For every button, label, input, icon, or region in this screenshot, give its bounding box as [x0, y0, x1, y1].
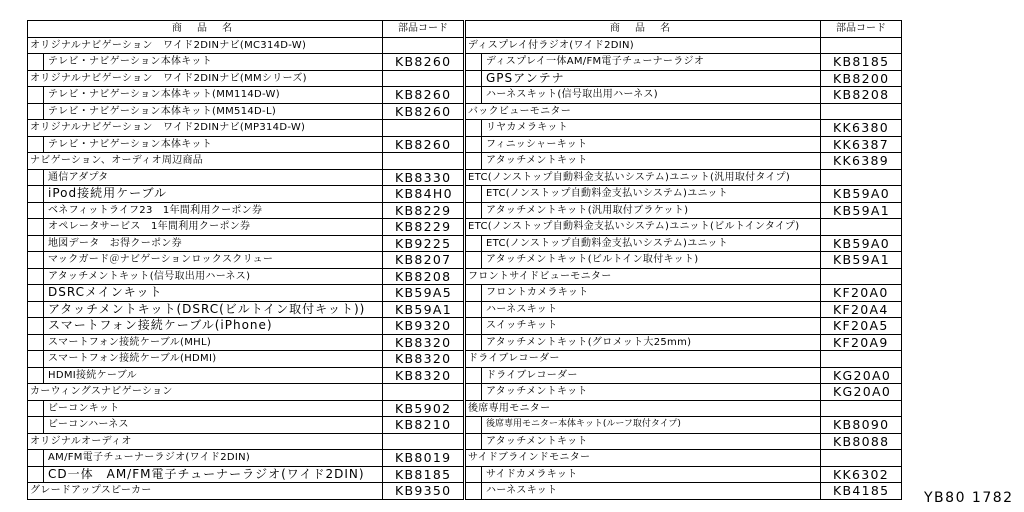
category-row: [466, 219, 901, 236]
product-name-cell: アタッチメントキット: [466, 153, 821, 169]
table-row: [28, 137, 463, 154]
document-code: YB80 1782: [924, 490, 1014, 506]
part-code-cell: KB9225: [395, 235, 452, 251]
product-name-cell: AM/FM電子チューナーラジオ(ワイド2DIN): [28, 450, 383, 466]
table-row: [28, 87, 463, 104]
part-code-cell: KK6387: [833, 136, 890, 152]
table-row: [28, 203, 463, 220]
part-code-cell: [383, 434, 463, 450]
part-code-cell: KB8207: [395, 252, 452, 267]
product-name-cell: オリジナルオーディオ: [28, 434, 383, 450]
table-row: [466, 236, 901, 253]
product-name-cell: スマートフォン接続ケーブル(MHL): [28, 335, 383, 351]
product-name-cell: ディスプレイ一体AM/FM電子チューナーラジオ: [466, 54, 821, 70]
part-code-cell: [821, 401, 901, 417]
part-code-cell: [821, 104, 901, 120]
product-name-cell: サイドカメラキット: [466, 467, 821, 483]
product-name-cell: HDMI接続ケーブル: [28, 368, 383, 384]
part-code-cell: [821, 38, 901, 54]
product-name-cell: ディスプレイ付ラジオ(ワイド2DIN): [466, 38, 821, 54]
part-code-cell: KB59A1: [833, 252, 890, 267]
part-code-cell: [383, 153, 463, 169]
product-name-cell: ドライブレコーダー: [466, 351, 821, 367]
part-code-cell: KB8090: [833, 417, 890, 432]
part-code-cell: KB8260: [395, 54, 452, 69]
part-code-cell: KB8210: [395, 417, 452, 432]
table-row: [28, 186, 463, 203]
part-code-cell: KB8320: [395, 351, 452, 366]
product-name-cell: テレビ・ナビゲーション本体キット(MM114D-W): [28, 87, 383, 103]
left-parts-table: [27, 20, 464, 500]
part-code-cell: [383, 120, 463, 136]
product-name-cell: ナビゲーション、オーディオ周辺商品: [28, 153, 383, 169]
part-code-cell: KB8229: [395, 202, 452, 218]
product-name-cell: サイドブラインドモニター: [466, 450, 821, 466]
product-name-cell: アタッチメントキット(汎用取付ブラケット): [466, 203, 821, 219]
part-code-cell: KB4185: [833, 483, 890, 498]
table-row: [28, 252, 463, 269]
product-name-cell: アタッチメントキット(グロメット大25mm): [466, 335, 821, 351]
table-row: [28, 54, 463, 71]
product-name-cell: スマートフォン接続ケーブル(iPhone): [28, 318, 383, 334]
table-row: [28, 236, 463, 253]
part-code-cell: KK6389: [833, 153, 890, 168]
table-row: [466, 186, 901, 203]
table-row: [466, 318, 901, 335]
part-code-cell: [821, 269, 901, 285]
product-name-cell: iPod接続用ケーブル: [28, 186, 383, 202]
table-row: [28, 351, 463, 368]
table-row: [466, 87, 901, 104]
part-code-cell: [821, 351, 901, 367]
product-name-cell: フロントサイドビューモニター: [466, 269, 821, 285]
product-name-cell: ベネフィットライフ23 1年間利用クーポン券: [28, 203, 383, 219]
part-code-cell: [821, 219, 901, 235]
product-name-cell: CD一体 AM/FM電子チューナーラジオ(ワイド2DIN): [28, 467, 383, 483]
table-row: [466, 434, 901, 451]
table-row: [466, 54, 901, 71]
product-name-cell: ビーコンハーネス: [28, 417, 383, 433]
product-name-cell: ハーネスキット: [466, 483, 821, 499]
part-code-cell: KB84H0: [395, 186, 453, 201]
category-row: [28, 120, 463, 137]
product-name-cell: 後席専用モニター: [466, 401, 821, 417]
product-name-cell: ETC(ノンストップ自動料金支払いシステム)ユニット: [466, 236, 821, 252]
product-name-cell: オペレータサービス 1年間利用クーポン券: [28, 219, 383, 235]
part-code-cell: [383, 38, 463, 54]
product-name-cell: テレビ・ナビゲーション本体キット: [28, 137, 383, 153]
category-row: [28, 153, 463, 170]
table-row: [28, 318, 463, 335]
product-name-cell: ビーコンキット: [28, 401, 383, 417]
part-code-cell: KB8330: [395, 169, 452, 185]
table-row: [28, 219, 463, 236]
part-code-cell: [383, 384, 463, 400]
part-code-cell: KF20A0: [833, 285, 889, 300]
part-code-cell: KF20A9: [833, 334, 889, 350]
product-name-cell: スマートフォン接続ケーブル(HDMI): [28, 351, 383, 367]
product-name-cell: リヤカメラキット: [466, 120, 821, 136]
table-rows: [466, 38, 901, 500]
product-name-cell: フィニッシャーキット: [466, 137, 821, 153]
part-code-cell: KB8019: [395, 450, 452, 465]
product-name-cell: GPSアンテナ: [466, 71, 821, 87]
part-code-cell: KB59A0: [833, 235, 890, 251]
product-name-cell: フロントカメラキット: [466, 285, 821, 301]
part-code-cell: KB8320: [395, 367, 452, 383]
part-code-cell: [383, 71, 463, 87]
table-row: [466, 335, 901, 352]
part-code-cell: KB59A1: [833, 202, 890, 218]
table-row: [28, 467, 463, 484]
table-row: [28, 170, 463, 187]
category-row: [466, 269, 901, 286]
part-code-cell: KB5902: [395, 400, 452, 416]
product-name-cell: アタッチメントキット: [466, 434, 821, 450]
part-code-cell: KB8208: [833, 87, 890, 102]
category-row: [28, 483, 463, 500]
product-name-cell: ETC(ノンストップ自動料金支払いシステム)ユニット(汎用取付タイプ): [466, 170, 821, 186]
table-header: [466, 21, 901, 38]
table-row: [28, 450, 463, 467]
table-row: [28, 285, 463, 302]
product-name-cell: マックガード＠ナビゲーションロックスクリュー: [28, 252, 383, 268]
part-code-header: 部品コード: [836, 23, 886, 34]
category-row: [28, 434, 463, 451]
product-name-cell: ドライブレコーダー: [466, 368, 821, 384]
category-row: [466, 104, 901, 121]
part-code-cell: KB59A5: [395, 285, 452, 300]
table-row: [28, 269, 463, 286]
table-row: [28, 104, 463, 121]
part-code-header: 部品コード: [398, 23, 448, 34]
category-row: [28, 384, 463, 401]
part-code-cell: KG20A0: [833, 367, 892, 383]
part-code-cell: KB59A1: [395, 301, 452, 317]
product-name-cell: オリジナルナビゲーション ワイド2DINナビ(MP314D-W): [28, 120, 383, 136]
product-name-cell: ETC(ノンストップ自動料金支払いシステム)ユニット(ビルトインタイプ): [466, 219, 821, 235]
part-code-cell: KB8088: [833, 433, 890, 449]
category-row: [466, 38, 901, 55]
product-name-cell: バックビューモニター: [466, 104, 821, 120]
part-code-cell: KB8260: [395, 87, 452, 102]
category-row: [28, 38, 463, 55]
table-row: [466, 417, 901, 434]
part-code-cell: KB8260: [395, 103, 452, 119]
part-code-cell: KB8260: [395, 136, 452, 152]
part-code-cell: KK6302: [833, 466, 890, 482]
table-row: [466, 137, 901, 154]
product-name-cell: カーウィングスナビゲーション: [28, 384, 383, 400]
part-code-cell: KB8229: [395, 219, 452, 234]
table-row: [466, 368, 901, 385]
product-name-cell: アタッチメントキット(ビルトイン取付キット): [466, 252, 821, 268]
product-name-cell: 後席専用モニター本体キット(ルーフ取付タイプ): [466, 417, 821, 433]
table-row: [466, 302, 901, 319]
table-row: [466, 285, 901, 302]
product-name-cell: DSRCメインキット: [28, 285, 383, 301]
product-name-cell: グレードアップスピーカー: [28, 483, 383, 499]
category-row: [466, 170, 901, 187]
category-row: [28, 71, 463, 88]
part-code-cell: KB8320: [395, 334, 452, 350]
part-code-cell: KF20A4: [833, 301, 889, 317]
table-row: [466, 483, 901, 500]
table-row: [466, 384, 901, 401]
product-name-cell: ハーネスキット: [466, 302, 821, 318]
table-rows: [28, 38, 463, 500]
part-code-cell: KB8185: [395, 466, 452, 482]
part-code-cell: KB59A0: [833, 186, 890, 201]
product-name-cell: 通信アダプタ: [28, 170, 383, 186]
table-row: [466, 203, 901, 220]
table-row: [28, 368, 463, 385]
product-name-cell: ETC(ノンストップ自動料金支払いシステム)ユニット: [466, 186, 821, 202]
table-row: [466, 120, 901, 137]
category-row: [466, 401, 901, 418]
table-row: [466, 71, 901, 88]
table-row: [28, 401, 463, 418]
table-header: [28, 21, 463, 38]
product-name-header: 商 品 名: [466, 21, 821, 37]
table-row: [28, 302, 463, 319]
table-row: [466, 153, 901, 170]
part-code-cell: KB9350: [395, 483, 452, 498]
table-row: [28, 335, 463, 352]
table-row: [466, 252, 901, 269]
product-name-cell: テレビ・ナビゲーション本体キット(MM514D-L): [28, 104, 383, 120]
product-name-cell: ハーネスキット(信号取出用ハーネス): [466, 87, 821, 103]
table-row: [466, 467, 901, 484]
part-code-cell: KK6380: [833, 120, 890, 135]
product-name-header: 商 品 名: [28, 21, 383, 37]
product-name-cell: オリジナルナビゲーション ワイド2DINナビ(MC314D-W): [28, 38, 383, 54]
table-row: [28, 417, 463, 434]
product-name-cell: アタッチメントキット(DSRC(ビルトイン取付キット)): [28, 302, 383, 318]
product-name-cell: アタッチメントキット: [466, 384, 821, 400]
part-code-cell: KB9320: [395, 318, 452, 333]
part-code-cell: [821, 170, 901, 186]
part-code-cell: KG20A0: [833, 384, 892, 399]
product-name-cell: 地図データ お得クーポン券: [28, 236, 383, 252]
category-row: [466, 450, 901, 467]
product-name-cell: アタッチメントキット(信号取出用ハーネス): [28, 269, 383, 285]
part-code-cell: [821, 450, 901, 466]
product-name-cell: スイッチキット: [466, 318, 821, 334]
part-code-cell: KF20A5: [833, 318, 889, 333]
product-name-cell: オリジナルナビゲーション ワイド2DINナビ(MMシリーズ): [28, 71, 383, 87]
product-name-cell: テレビ・ナビゲーション本体キット: [28, 54, 383, 70]
part-code-cell: KB8185: [833, 54, 890, 69]
category-row: [466, 351, 901, 368]
part-code-cell: KB8200: [833, 70, 890, 86]
part-code-cell: KB8208: [395, 268, 452, 284]
right-parts-table: [465, 20, 902, 500]
